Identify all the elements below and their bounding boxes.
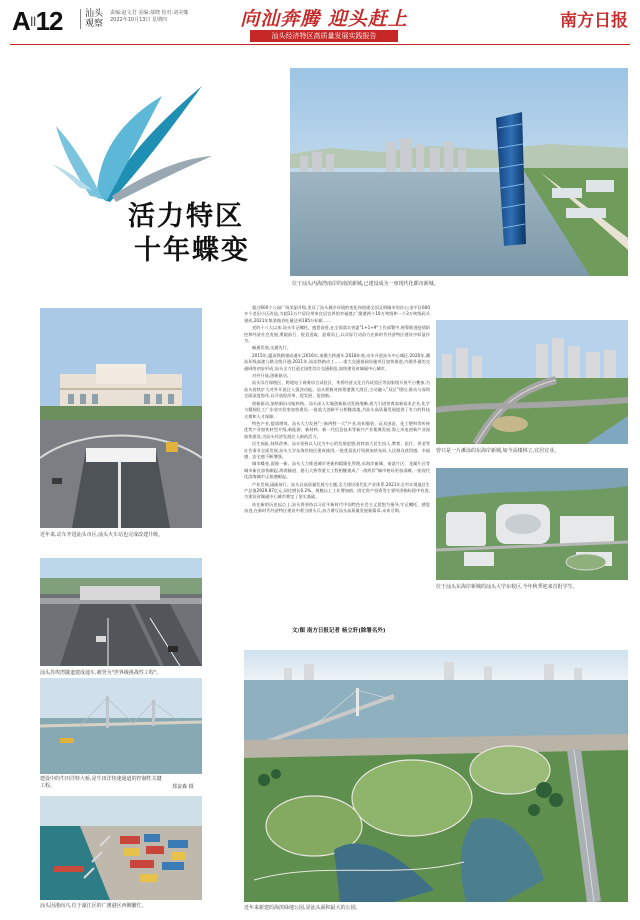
caption-university: 位于汕头东海岸新城的汕头大学东校区,今年秋季迎来首批学生。 bbox=[436, 584, 578, 590]
caption-east-coast: 曾只是一片滩涂的东海岸新城,如今高楼林立,宜居宜业。 bbox=[436, 448, 560, 454]
caption-station: 近年来,动车开进汕头市区,汕头火车站也完成改建升级。 bbox=[40, 532, 164, 538]
photo-bridge bbox=[40, 678, 202, 774]
photo-east-coast-city bbox=[436, 320, 628, 444]
article-byline: 文/图 南方日报记者 杨立轩(除署名外) bbox=[292, 628, 386, 634]
caption-tunnel: 汕头苏埃湾隧道建成通车,被誉为"世界级挑战性工程"。 bbox=[40, 670, 162, 676]
photo-port bbox=[40, 796, 202, 900]
photo-tunnel bbox=[40, 558, 202, 666]
subtitle-bar: 汕头经济特区高质量发展实践报告 bbox=[250, 30, 398, 42]
photo-railway-station bbox=[40, 308, 202, 528]
page-separator: II bbox=[29, 13, 36, 29]
slogan: 向汕奔腾 迎头赶上 bbox=[240, 8, 408, 30]
header-divider bbox=[10, 44, 630, 45]
photo-nanbin-tower bbox=[290, 68, 628, 276]
caption-top-photo: 位于汕头内海湾南岸的南滨新城,已建设成为一座现代化都市新城。 bbox=[292, 281, 439, 287]
credits: 责编:赵文君 美编:郁晓 校对:刘美娜 2022年10月13日 星期四 bbox=[110, 10, 189, 23]
photo-seaside-park bbox=[244, 650, 628, 902]
butterfly-logo-icon bbox=[52, 78, 212, 208]
caption-park: 近年来新建的海滨绿地公园,是汕头面积最大的公园。 bbox=[244, 905, 361, 911]
edition-label: 汕头 观察 bbox=[80, 9, 103, 29]
caption-bridge-credit: 郑奋森 摄 bbox=[172, 784, 194, 790]
article-body: 超过600个公园广场美丽升级,见证了汕头城乡环境的变化和创建全国文明城市的决心;金平区600多个老旧小区改造,为超11万户居民带来宜居宜养的幸福感;广澳港两个10万吨级和一个3万吨级码头建成,2021年集装箱吞吐量达到185万标箱…… 党的十八大以来,汕头牢记嘱托、感恩奋进,在全面落实省委"1+1+9"工作部署中,统筹推进疫情防控和经济社会发展,勇毅前行、锐意进取、迎难而上,以实际行动奋力在新时代经济特区建设中彰显作为。 畅通发展,交通先行。 2015年,厦深铁路建成通车;2016年,南澳大桥通车;2018年底,动车开进汕头中心城区;2020年,潮汕环线高速公路全线开通;2021年,汕汕铁路动工……重大交通基础设施项目加快推进,内联外通的交通网络初步形成,汕头全力打造全国性综合交通枢纽,加快建设省域副中心城市。 对外开放,创新驱动。 汕头综合保税区、跨境电子商务综合试验区、华侨经济文化合作试验区等国家级开放平台叠加,为汕头持续扩大对外开放注入强劲动能。汕头积极对接粤港澳大湾区,主动融入"双区"建设,推动与深圳全面深度协作,以开放促改革、促发展、促创新。 创新驱动,加快新旧动能转换。汕头深入实施创新驱动发展战略,着力引进培育高新技术企业,化学与精细化工广东省实验室加快建设,一批重大创新平台相继落地,为汕头高质量发展提供了有力的科技支撑和人才保障。 特色产业,提质增效。汕头大力发展"三新两特一大"产业,纺织服装、玩具创意、化工塑料等传统优势产业加快转型升级,新能源、新材料、新一代信息技术等新兴产业集聚发展,海上风电创新产业园加快建设,为汕头经济发展注入新的活力。 民生福祉,持续改善。汕头坚持以人民为中心的发展思想,持续加大民生投入,教育、医疗、养老等社会事业全面发展,汕头大学东海岸校区建成使用,一批优质医疗资源加快布局,人民群众获得感、幸福感、安全感不断增强。 城市蝶变,面貌一新。汕头大力推进城市更新和精细化管理,东海岸新城、南滨片区、龙湖片区等城市新区加快崛起,海湾隧道、礐石大桥等重大工程相继建成,"一湾两岸"城市格局更加清晰,一座现代化滨海城市正加速崛起。 产业发展,砥砺前行。汕头以高质量发展为主题,全力建设现代化产业体系,2021年全市实现地区生产总值2929.87亿元,同比增长6.2%。规模以上工业增加值、固定资产投资等主要经济指标稳中有进,为建设省域副中心城市奠定了坚实基础。 站在新的历史起点上,汕头将坚持以习近平新时代中国特色社会主义思想为指导,牢记嘱托、感恩奋进,在新时代经济特区建设中勇当排头兵,奋力谱写汕头高质量发展新篇章,未来可期。 bbox=[244, 305, 430, 514]
photo-university-campus bbox=[436, 468, 628, 580]
masthead-logo: 南方日报 bbox=[560, 11, 628, 31]
page-number: AII12 bbox=[12, 6, 63, 36]
page-header bbox=[0, 0, 640, 44]
caption-bridge: 建设中的牛田洋特大桥,是牛田洋快速通道的控制性关键工程。 bbox=[40, 776, 162, 789]
feature-title: 活力特区 十年蝶变 bbox=[128, 201, 250, 266]
caption-port: 汕头因港而兴,位于濠江区的广澳港区西侧繁忙。 bbox=[40, 903, 147, 909]
